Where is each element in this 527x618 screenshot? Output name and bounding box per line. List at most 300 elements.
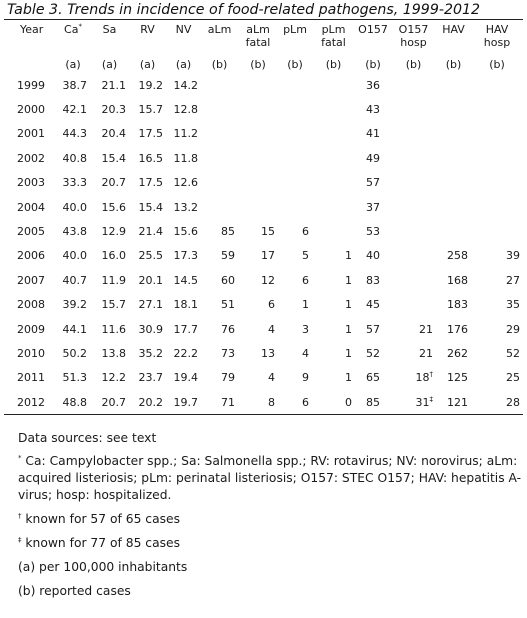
cell-hav_hosp [471, 268, 523, 292]
cell-value: 1999 [17, 78, 45, 92]
cell-hav [436, 293, 471, 317]
unit-label: (b) [325, 58, 342, 71]
cell-value: 11.9 [101, 273, 126, 287]
cell-value: 39 [506, 249, 520, 263]
cell-alm [201, 244, 238, 268]
cell-value: 15.4 [138, 200, 163, 214]
cell-rv [129, 366, 166, 390]
column-header-rv [129, 20, 166, 49]
cell-value: 19.4 [173, 371, 198, 385]
column-header-sublabel: hosp [483, 36, 511, 49]
cell-value: 51.3 [62, 371, 87, 385]
cell-plm_fatal [312, 146, 355, 170]
cell-value: 1 [345, 346, 352, 360]
cell-value: 2008 [17, 298, 45, 312]
cell-value: 43 [366, 103, 380, 117]
cell-plm_fatal [312, 341, 355, 365]
cell-value: 49 [366, 151, 380, 165]
cell-value: 29 [506, 322, 520, 336]
cell-sa [90, 317, 129, 341]
cell-o157 [355, 293, 391, 317]
cell-value: 1 [345, 249, 352, 263]
cell-year [4, 195, 56, 219]
cell-hav_hosp [471, 146, 523, 170]
cell-alm_fatal [238, 171, 278, 195]
cell-value: 22.2 [173, 346, 198, 360]
cell-nv [166, 268, 201, 292]
cell-value: 40 [366, 249, 380, 263]
cell-sa [90, 171, 129, 195]
cell-alm_fatal [238, 122, 278, 146]
cell-value: 2009 [17, 322, 45, 336]
cell-hav [436, 341, 471, 365]
cell-ca [56, 195, 90, 219]
cell-value: 2011 [17, 371, 45, 385]
column-header-hav [436, 20, 471, 49]
cell-sa [90, 97, 129, 121]
cell-value: 39.2 [62, 298, 87, 312]
cell-alm_fatal [238, 390, 278, 415]
cell-alm_fatal [238, 293, 278, 317]
table-row [4, 219, 523, 243]
table-row [4, 146, 523, 170]
cell-value: 13.8 [101, 346, 126, 360]
cell-ca [56, 146, 90, 170]
cell-plm [278, 341, 312, 365]
cell-value: 51 [221, 298, 235, 312]
table-header [4, 20, 523, 49]
incidence-table [4, 20, 523, 415]
cell-value: 2004 [17, 200, 45, 214]
cell-rv [129, 341, 166, 365]
cell-o157_hosp [391, 317, 436, 341]
cell-value: 83 [366, 273, 380, 287]
cell-value: 17.5 [138, 127, 163, 141]
column-header-label: O157 [398, 23, 429, 36]
cell-hav_hosp [471, 317, 523, 341]
cell-value: 44.1 [62, 322, 87, 336]
cell-hav [436, 390, 471, 415]
cell-value: 4 [268, 371, 275, 385]
cell-value: 4 [302, 346, 309, 360]
cell-alm [201, 97, 238, 121]
note-dagger-mark: † [18, 512, 22, 521]
cell-hav [436, 195, 471, 219]
cell-o157_hosp [391, 219, 436, 243]
footnote-mark: † [429, 370, 433, 379]
unit-label: (a) [101, 58, 118, 71]
cell-alm [201, 122, 238, 146]
cell-value: 13.2 [173, 200, 198, 214]
cell-value: 20.7 [101, 176, 126, 190]
cell-alm_fatal [238, 366, 278, 390]
unit-label: (a) [139, 58, 156, 71]
cell-value: 11.6 [101, 322, 126, 336]
cell-plm_fatal [312, 390, 355, 415]
cell-value: 5 [302, 249, 309, 263]
cell-value: 27.1 [138, 298, 163, 312]
cell-hav_hosp [471, 97, 523, 121]
cell-year [4, 171, 56, 195]
cell-value: 28 [506, 395, 520, 409]
column-header-label: O157 [358, 23, 388, 36]
note-double-dagger [18, 535, 523, 552]
cell-value: 20.7 [101, 395, 126, 409]
cell-year [4, 73, 56, 97]
column-header-label: pLm [321, 23, 346, 36]
cell-alm [201, 73, 238, 97]
cell-alm [201, 146, 238, 170]
cell-value: 48.8 [62, 395, 87, 409]
cell-year [4, 317, 56, 341]
cell-alm [201, 171, 238, 195]
cell-hav_hosp [471, 390, 523, 415]
cell-o157 [355, 97, 391, 121]
cell-rv [129, 317, 166, 341]
cell-value: 17.7 [173, 322, 198, 336]
cell-sa [90, 244, 129, 268]
column-header-label: RV [140, 23, 155, 36]
cell-plm_fatal [312, 268, 355, 292]
cell-sa [90, 390, 129, 415]
cell-year [4, 219, 56, 243]
cell-value: 18.1 [173, 298, 198, 312]
note-abbreviations [18, 453, 523, 504]
cell-o157 [355, 73, 391, 97]
cell-nv [166, 73, 201, 97]
cell-o157_hosp [391, 73, 436, 97]
cell-value: 31 [415, 395, 430, 409]
cell-value: 15.7 [138, 103, 163, 117]
cell-hav_hosp [471, 122, 523, 146]
table-row [4, 317, 523, 341]
cell-value: 25.5 [138, 249, 163, 263]
column-header-label: HAV [442, 23, 465, 36]
cell-plm [278, 122, 312, 146]
cell-plm_fatal [312, 317, 355, 341]
cell-year [4, 341, 56, 365]
note-ddagger-mark: ‡ [18, 536, 22, 545]
column-header-label: aLm [246, 23, 270, 36]
cell-rv [129, 219, 166, 243]
cell-value: 21.1 [101, 78, 126, 92]
cell-hav_hosp [471, 244, 523, 268]
column-header-label: pLm [283, 23, 307, 36]
cell-value: 23.7 [138, 371, 163, 385]
cell-value: 21 [419, 322, 433, 336]
cell-value: 33.3 [62, 176, 87, 190]
cell-hav_hosp [471, 341, 523, 365]
cell-value: 40.7 [62, 273, 87, 287]
cell-value: 20.2 [138, 395, 163, 409]
cell-value: 38.7 [62, 78, 87, 92]
cell-hav_hosp [471, 195, 523, 219]
cell-nv [166, 97, 201, 121]
column-header-sublabel: hosp [400, 36, 427, 49]
cell-value: 1 [345, 298, 352, 312]
unit-label [4, 49, 56, 73]
cell-value: 4 [268, 322, 275, 336]
column-header-hav_hosp [471, 20, 523, 49]
cell-value: 183 [447, 298, 468, 312]
cell-value: 35.2 [138, 346, 163, 360]
cell-plm_fatal [312, 122, 355, 146]
column-header-sublabel: fatal [245, 36, 271, 49]
cell-value: 11.8 [173, 151, 198, 165]
cell-plm [278, 268, 312, 292]
cell-hav [436, 122, 471, 146]
cell-sa [90, 195, 129, 219]
cell-alm [201, 317, 238, 341]
cell-o157 [355, 244, 391, 268]
cell-o157_hosp [391, 97, 436, 121]
column-header-o157 [355, 20, 391, 49]
cell-value: 71 [221, 395, 235, 409]
cell-value: 6 [268, 298, 275, 312]
cell-value: 2001 [17, 127, 45, 141]
cell-value: 13 [261, 346, 275, 360]
cell-ca [56, 341, 90, 365]
table-row [4, 97, 523, 121]
cell-sa [90, 146, 129, 170]
cell-year [4, 293, 56, 317]
cell-plm [278, 317, 312, 341]
table-row [4, 195, 523, 219]
cell-value: 42.1 [62, 103, 87, 117]
cell-plm [278, 244, 312, 268]
cell-o157_hosp [391, 366, 436, 390]
cell-value: 40.0 [62, 249, 87, 263]
column-header-label: HAV [485, 23, 509, 36]
cell-value: 17 [261, 249, 275, 263]
column-header-alm [201, 20, 238, 49]
footnote-mark: * [78, 22, 82, 31]
cell-plm_fatal [312, 366, 355, 390]
cell-rv [129, 390, 166, 415]
table-caption: Table 3. Trends in incidence of food-related pathogens, 1999-2012 [4, 2, 523, 20]
cell-value: 57 [366, 176, 380, 190]
cell-value: 2005 [17, 225, 45, 239]
footnote-mark: ‡ [429, 395, 433, 404]
cell-value: 19.2 [138, 78, 163, 92]
table-row [4, 122, 523, 146]
cell-alm [201, 219, 238, 243]
cell-alm [201, 195, 238, 219]
cell-alm_fatal [238, 341, 278, 365]
cell-nv [166, 293, 201, 317]
cell-value: 25 [506, 371, 520, 385]
cell-hav [436, 171, 471, 195]
table-row [4, 171, 523, 195]
unit-label: (b) [405, 58, 422, 71]
column-header-nv [166, 20, 201, 49]
cell-value: 168 [447, 273, 468, 287]
cell-value: 65 [366, 371, 380, 385]
note-unit-b: (b) reported cases [18, 584, 131, 599]
cell-ca [56, 293, 90, 317]
cell-value: 17.5 [138, 176, 163, 190]
cell-value: 11.2 [173, 127, 198, 141]
unit-label: (b) [445, 58, 462, 71]
cell-sa [90, 268, 129, 292]
table-notes [4, 430, 523, 600]
cell-ca [56, 244, 90, 268]
cell-hav [436, 268, 471, 292]
cell-alm_fatal [238, 268, 278, 292]
cell-value: 12.8 [173, 103, 198, 117]
cell-value: 40.0 [62, 200, 87, 214]
cell-value: 15.6 [173, 225, 198, 239]
cell-value: 20.3 [101, 103, 126, 117]
cell-ca [56, 390, 90, 415]
cell-ca [56, 219, 90, 243]
cell-ca [56, 97, 90, 121]
cell-rv [129, 122, 166, 146]
cell-value: 21.4 [138, 225, 163, 239]
cell-o157_hosp [391, 195, 436, 219]
cell-rv [129, 97, 166, 121]
column-header-label: Sa [102, 23, 117, 36]
cell-alm_fatal [238, 146, 278, 170]
cell-alm_fatal [238, 195, 278, 219]
cell-value: 20.4 [101, 127, 126, 141]
cell-plm_fatal [312, 195, 355, 219]
cell-value: 6 [302, 395, 309, 409]
cell-hav [436, 97, 471, 121]
cell-plm [278, 390, 312, 415]
cell-o157 [355, 219, 391, 243]
table-row [4, 293, 523, 317]
cell-value: 85 [221, 225, 235, 239]
cell-value: 3 [302, 322, 309, 336]
cell-o157 [355, 390, 391, 415]
cell-value: 79 [221, 371, 235, 385]
cell-value: 50.2 [62, 346, 87, 360]
cell-nv [166, 390, 201, 415]
cell-value: 16.5 [138, 151, 163, 165]
cell-o157 [355, 146, 391, 170]
cell-value: 258 [447, 249, 468, 263]
cell-nv [166, 171, 201, 195]
cell-value: 57 [366, 322, 380, 336]
cell-value: 30.9 [138, 322, 163, 336]
cell-value: 52 [366, 346, 380, 360]
cell-year [4, 97, 56, 121]
table-row [4, 366, 523, 390]
cell-alm [201, 366, 238, 390]
table-body [4, 49, 523, 415]
cell-sa [90, 219, 129, 243]
cell-plm [278, 73, 312, 97]
unit-label: (b) [365, 58, 381, 71]
column-header-label: Ca [64, 23, 79, 36]
column-header-sa [90, 20, 129, 49]
cell-value: 2003 [17, 176, 45, 190]
cell-year [4, 244, 56, 268]
note-sources: Data sources: see text [18, 431, 157, 446]
cell-nv [166, 317, 201, 341]
cell-o157 [355, 171, 391, 195]
cell-alm [201, 341, 238, 365]
cell-ca [56, 317, 90, 341]
cell-value: 2002 [17, 151, 45, 165]
cell-value: 2006 [17, 249, 45, 263]
cell-value: 21 [419, 346, 433, 360]
cell-value: 2000 [17, 103, 45, 117]
cell-plm [278, 366, 312, 390]
unit-label: (b) [211, 58, 228, 71]
cell-sa [90, 293, 129, 317]
cell-value: 14.2 [173, 78, 198, 92]
cell-o157 [355, 341, 391, 365]
unit-label: (a) [175, 58, 192, 71]
cell-plm [278, 171, 312, 195]
cell-sa [90, 341, 129, 365]
cell-value: 52 [506, 346, 520, 360]
table-document [4, 0, 523, 600]
cell-o157_hosp [391, 390, 436, 415]
cell-value: 2007 [17, 273, 45, 287]
cell-o157 [355, 195, 391, 219]
unit-label: (b) [250, 58, 266, 71]
cell-alm [201, 293, 238, 317]
column-header-plm [278, 20, 312, 49]
cell-value: 0 [345, 395, 352, 409]
cell-value: 12.6 [173, 176, 198, 190]
cell-year [4, 146, 56, 170]
cell-value: 12.2 [101, 371, 126, 385]
column-header-o157_hosp [391, 20, 436, 49]
cell-value: 17.3 [173, 249, 198, 263]
cell-hav_hosp [471, 171, 523, 195]
cell-value: 19.7 [173, 395, 198, 409]
cell-year [4, 390, 56, 415]
cell-alm [201, 268, 238, 292]
cell-value: 15.4 [101, 151, 126, 165]
cell-alm [201, 390, 238, 415]
cell-hav [436, 317, 471, 341]
cell-value: 15.6 [101, 200, 126, 214]
cell-alm_fatal [238, 97, 278, 121]
cell-value: 36 [366, 78, 380, 92]
cell-nv [166, 122, 201, 146]
cell-nv [166, 146, 201, 170]
cell-o157 [355, 317, 391, 341]
cell-value: 12 [261, 273, 275, 287]
note-abbrev-text: Ca: Campylobacter spp.; Sa: Salmonella spp.; RV: rotavirus; NV: norovirus; aLm: acquired listeriosis; pLm: perinatal listeriosis; O157: STEC O157; HAV: hepatitis A-virus; hosp: hospitalized. [18, 454, 522, 503]
cell-value: 262 [447, 346, 468, 360]
cell-plm_fatal [312, 73, 355, 97]
cell-value: 1 [345, 273, 352, 287]
cell-o157_hosp [391, 171, 436, 195]
cell-o157_hosp [391, 268, 436, 292]
cell-hav [436, 366, 471, 390]
cell-o157_hosp [391, 244, 436, 268]
cell-value: 12.9 [101, 225, 126, 239]
cell-nv [166, 341, 201, 365]
cell-value: 59 [221, 249, 235, 263]
cell-o157_hosp [391, 146, 436, 170]
cell-ca [56, 268, 90, 292]
cell-hav_hosp [471, 366, 523, 390]
note-unit-a: (a) per 100,000 inhabitants [18, 560, 188, 575]
cell-value: 41 [366, 127, 380, 141]
cell-plm_fatal [312, 97, 355, 121]
cell-value: 176 [447, 322, 468, 336]
cell-value: 76 [221, 322, 235, 336]
cell-hav_hosp [471, 219, 523, 243]
cell-nv [166, 219, 201, 243]
